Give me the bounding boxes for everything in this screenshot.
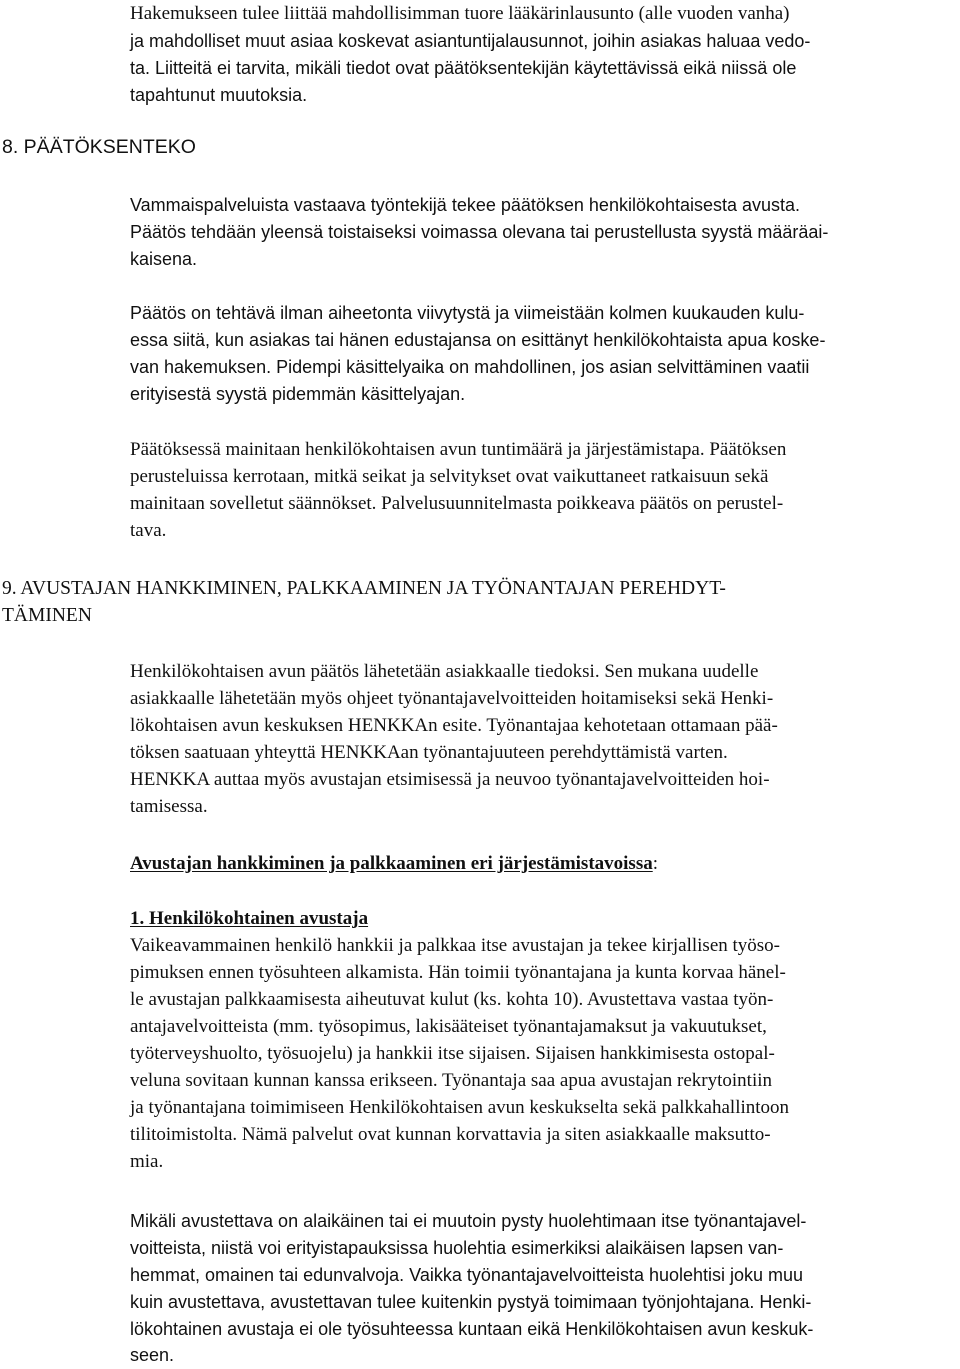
paragraph-line: pimuksen ennen työsuhteen alkamista. Hän toimii työnantajana ja kunta korvaa hänel- bbox=[130, 962, 786, 983]
paragraph-line: tava. bbox=[130, 520, 167, 541]
paragraph-line: Vaikeavammainen henkilö hankkii ja palkkaa itse avustajan ja tekee kirjallisen työso- bbox=[130, 935, 781, 956]
paragraph-line: Päätös tehdään yleensä toistaiseksi voimassa olevana tai perustellusta syystä määräai- bbox=[130, 222, 829, 242]
paragraph-line: veluna sovitaan kunnan kanssa erikseen. Työnantaja saa apua avustajan rekrytointiin bbox=[130, 1070, 773, 1091]
paragraph-line: kuin avustettava, avustettavan tulee kuitenkin pystyä toimimaan työnjohtajana. Henki- bbox=[130, 1292, 812, 1312]
paragraph-line: hemmat, omainen tai edunvalvoja. Vaikka työnantajavelvoitteista huolehtisi joku muu bbox=[130, 1265, 804, 1285]
item-1-title bbox=[130, 906, 368, 931]
paragraph-line: lökohtaisen avun keskuksen HENKKAn esite. Työnantajaa kehotetaan ottamaan pää- bbox=[130, 715, 778, 736]
paragraph-line: van hakemuksen. Pidempi käsittelyaika on mahdollinen, jos asian selvittäminen vaatii bbox=[130, 357, 810, 377]
paragraph-line: lökohtainen avustaja ei ole työsuhteessa kuntaan eikä Henkilökohtaisen avun keskuk- bbox=[130, 1319, 814, 1339]
paragraph-line: perusteluissa kerrotaan, mitkä seikat ja selvitykset ovat vaikuttaneet ratkaisuun sekä bbox=[130, 466, 769, 487]
paragraph-line: Henkilökohtaisen avun päätös lähetetään asiakkaalle tiedoksi. Sen mukana uudelle bbox=[130, 661, 759, 682]
section-9-heading: 9. AVUSTAJAN HANKKIMINEN, PALKKAAMINEN JA TYÖNANTAJAN PEREHDYT- bbox=[2, 578, 726, 599]
paragraph-line: voitteista, niistä voi erityistapauksissa huolehtia esimerkiksi alaikäisen lapsen van- bbox=[130, 1238, 784, 1258]
paragraph-line: kaisena. bbox=[130, 249, 198, 269]
paragraph-line: tilitoimistolta. Nämä palvelut ovat kunnan korvattavia ja siten asiakkaalle maksutto- bbox=[130, 1124, 771, 1145]
paragraph-line: tamisessa. bbox=[130, 796, 208, 817]
paragraph-line: HENKKA auttaa myös avustajan etsimisessä ja neuvoo työnantajavelvoitteiden hoi- bbox=[130, 769, 770, 790]
paragraph-line: mia. bbox=[130, 1151, 164, 1172]
paragraph-line: erityisestä syystä pidemmän käsittelyajan. bbox=[130, 384, 466, 404]
paragraph-line: työterveyshuolto, työsuojelu) ja hankkii itse sijaisen. Sijaisen hankkimisesta ostopal- bbox=[130, 1043, 775, 1064]
intro-line: ta. Liitteitä ei tarvita, mikäli tiedot ovat päätöksentekijän käytettävissä eikä niissä ole bbox=[130, 58, 797, 78]
paragraph-line: mainitaan sovelletut säännökset. Palvelusuunnitelmasta poikkeava päätös on perustel- bbox=[130, 493, 784, 514]
section-8-heading: 8. PÄÄTÖKSENTEKO bbox=[2, 136, 196, 158]
paragraph-line: asiakkaalle lähetetään myös ohjeet työnantajavelvoitteiden hoitamiseksi sekä Henki- bbox=[130, 688, 774, 709]
intro-line: ja mahdolliset muut asiaa koskevat asiantuntijalausunnot, joihin asiakas haluaa vedo- bbox=[130, 31, 811, 51]
subheading bbox=[130, 851, 658, 876]
subheading-colon: : bbox=[652, 853, 659, 874]
paragraph-line: ja työnantajana toimimiseen Henkilökohtaisen avun keskukselta sekä palkkahallintoon bbox=[130, 1097, 790, 1118]
paragraph-line: antajavelvoitteista (mm. työsopimus, lakisääteiset työnantajamaksut ja vakuutukset, bbox=[130, 1016, 767, 1037]
paragraph-line: Päätös on tehtävä ilman aiheetonta viivytystä ja viimeistään kolmen kuukauden kulu- bbox=[130, 303, 805, 323]
paragraph-line: Mikäli avustettava on alaikäinen tai ei muutoin pysty huolehtimaan itse työnantajavel- bbox=[130, 1211, 807, 1231]
section-9-heading: TÄMINEN bbox=[2, 605, 92, 626]
intro-line: Hakemukseen tulee liittää mahdollisimman tuore lääkärinlausunto (alle vuoden vanha) bbox=[130, 3, 790, 24]
paragraph-line: Vammaispalveluista vastaava työntekijä tekee päätöksen henkilökohtaisesta avusta. bbox=[130, 195, 801, 215]
paragraph-line: essa siitä, kun asiakas tai hänen edustajansa on esittänyt henkilökohtaista apua koske- bbox=[130, 330, 826, 350]
paragraph-line: töksen saatuaan yhteyttä HENKKAan työnantajuuteen perehdyttämistä varten. bbox=[130, 742, 728, 763]
paragraph-line: le avustajan palkkaamisesta aiheutuvat kulut (ks. kohta 10). Avustettava vastaa työn- bbox=[130, 989, 774, 1010]
paragraph-line: seen. bbox=[130, 1345, 175, 1365]
paragraph-line: Päätöksessä mainitaan henkilökohtaisen avun tuntimäärä ja järjestämistapa. Päätöksen bbox=[130, 439, 787, 460]
subheading-text: Avustajan hankkiminen ja palkkaaminen eri järjestämistavoissa bbox=[130, 853, 653, 874]
intro-line: tapahtunut muutoksia. bbox=[130, 85, 308, 105]
item-1-title-text: 1. Henkilökohtainen avustaja bbox=[130, 908, 369, 929]
